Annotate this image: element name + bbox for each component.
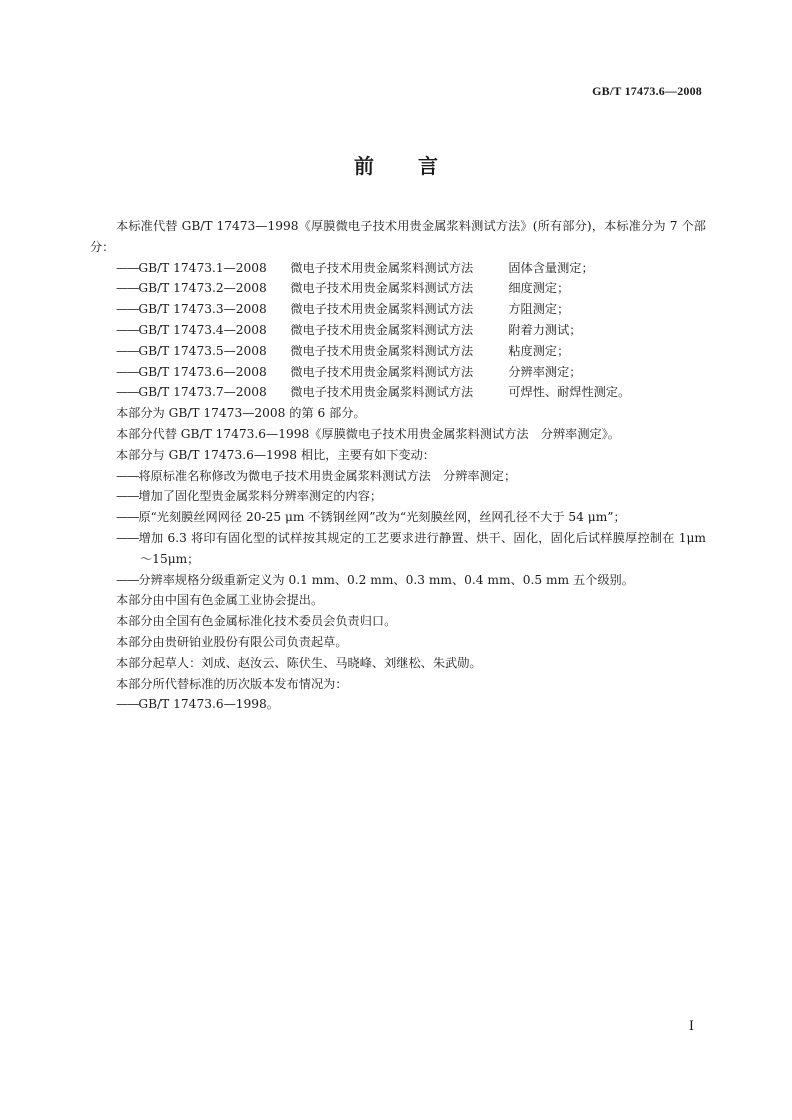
drafters-statement: 本部分起草人：刘成、赵汝云、陈伏生、马晓峰、刘继松、朱武勋。: [116, 655, 482, 670]
dash-mark: ——: [116, 489, 139, 504]
part-name: 微电子技术用贵金属浆料测试方法: [290, 302, 474, 317]
dash-mark: ——: [116, 468, 139, 483]
part-std: GB/T 17473.3—2008: [138, 302, 267, 317]
part-std: GB/T 17473.6—2008: [138, 364, 267, 379]
part-std: GB/T 17473.1—2008: [138, 260, 267, 275]
part-topic: 分辨率测定；: [508, 364, 582, 379]
change-item-3: [90, 507, 706, 528]
part-item-5: [90, 341, 706, 362]
part-item-1: [90, 258, 706, 279]
change-text: 将原标准名称修改为微电子技术用贵金属浆料测试方法 分辨率测定；: [138, 468, 517, 483]
part-item-7: [90, 382, 706, 403]
part-item-6: [90, 362, 706, 383]
parts-list: [90, 258, 706, 404]
dash-mark: ——: [116, 697, 139, 712]
change-item-1: [90, 466, 706, 487]
changes-list: [90, 466, 706, 591]
history-item-1: [90, 694, 706, 715]
change-text: 增加 6.3 将印有固化型的试样按其规定的工艺要求进行静置、烘干、固化，固化后试样膜厚控制在 1μm～15μm；: [138, 530, 706, 566]
part-name: 微电子技术用贵金属浆料测试方法: [290, 385, 474, 400]
change-item-2: [90, 486, 706, 507]
part-topic: 粘度测定；: [508, 343, 570, 358]
standard-code-header: GB/T 17473.6—2008: [592, 84, 702, 98]
part-topic: 附着力测试；: [508, 322, 582, 337]
part-name: 微电子技术用贵金属浆料测试方法: [290, 260, 474, 275]
part-std: GB/T 17473.4—2008: [138, 322, 267, 337]
dash-mark: ——: [116, 530, 139, 545]
part-topic: 固体含量测定；: [508, 260, 594, 275]
part-of-statement: 本部分为 GB/T 17473—2008 的第 6 部分。: [116, 406, 366, 421]
change-text: 分辨率规格分级重新定义为 0.1 mm、0.2 mm、0.3 mm、0.4 mm、0.5 mm 五个级别。: [138, 572, 634, 587]
managed-by-statement: 本部分由全国有色金属标准化技术委员会负责归口。: [116, 614, 397, 629]
part-item-4: [90, 320, 706, 341]
replaces-statement: 本部分代替 GB/T 17473.6—1998《厚膜微电子技术用贵金属浆料测试方法 分辨率测定》。: [116, 426, 620, 441]
dash-mark: ——: [116, 281, 139, 296]
part-topic: 细度测定；: [508, 281, 570, 296]
dash-mark: ——: [116, 385, 139, 400]
part-name: 微电子技术用贵金属浆料测试方法: [290, 343, 474, 358]
page-title: 前言: [354, 154, 482, 178]
dash-mark: ——: [116, 322, 139, 337]
history-text: GB/T 17473.6—1998。: [138, 697, 279, 712]
change-text: 原“光刻膜丝网网径 20-25 μm 不锈钢丝网”改为“光刻膜丝网，丝网孔径不大于 54 μm”；: [138, 510, 626, 525]
drafted-by-statement: 本部分由贵研铂业股份有限公司负责起草。: [116, 634, 348, 649]
change-item-4: [90, 528, 706, 570]
dash-mark: ——: [116, 343, 139, 358]
part-name: 微电子技术用贵金属浆料测试方法: [290, 364, 474, 379]
page-number: I: [688, 1019, 694, 1034]
dash-mark: ——: [116, 260, 139, 275]
part-name: 微电子技术用贵金属浆料测试方法: [290, 322, 474, 337]
change-text: 增加了固化型贵金属浆料分辨率测定的内容；: [138, 489, 383, 504]
part-name: 微电子技术用贵金属浆料测试方法: [290, 281, 474, 296]
part-item-3: [90, 299, 706, 320]
change-item-5: [90, 570, 706, 591]
dash-mark: ——: [116, 364, 139, 379]
part-item-2: [90, 278, 706, 299]
history-intro: 本部分所代替标准的历次版本发布情况为：: [116, 676, 348, 691]
dash-mark: ——: [116, 302, 139, 317]
foreword-body: [90, 216, 706, 715]
proposed-by-statement: 本部分由中国有色金属工业协会提出。: [116, 593, 324, 608]
intro-paragraph: 本标准代替 GB/T 17473—1998《厚膜微电子技术用贵金属浆料测试方法》(所有部分)，本标准分为 7 个部分：: [90, 219, 706, 254]
changes-intro: 本部分与 GB/T 17473.6—1998 相比，主要有如下变动：: [116, 447, 435, 462]
part-std: GB/T 17473.7—2008: [138, 385, 267, 400]
part-topic: 可焊性、耐焊性测定。: [508, 385, 631, 400]
part-topic: 方阻测定；: [508, 302, 570, 317]
part-std: GB/T 17473.2—2008: [138, 281, 267, 296]
part-std: GB/T 17473.5—2008: [138, 343, 267, 358]
dash-mark: ——: [116, 510, 139, 525]
dash-mark: ——: [116, 572, 139, 587]
